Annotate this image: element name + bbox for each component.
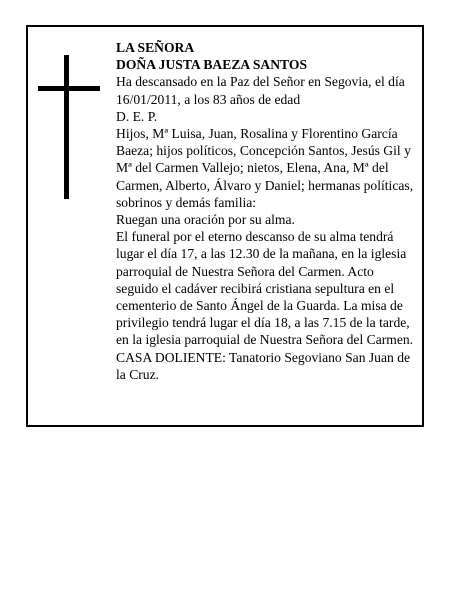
family-list: Hijos, Mª Luisa, Juan, Rosalina y Florentino García Baeza; hijos políticos, Concepción Santos, Jesús Gil y Mª del Carmen Vallejo; nietos, Elena, Ana, Mª del Carmen, Alberto, Álvaro y Daniel; hermanas políticas, sobrinos y demás familia: [116, 126, 414, 210]
heading-title: LA SEÑORA [116, 40, 195, 55]
notice-text [116, 39, 416, 383]
prayer-request: Ruegan una oración por su alma. [116, 212, 295, 228]
cross-horizontal-bar [38, 86, 100, 91]
latin-cross-icon [38, 55, 100, 199]
death-statement: Ha descansado en la Paz del Señor en Segovia, el día 16/01/2011, a los 83 años de edad [116, 74, 405, 107]
deceased-name: DOÑA JUSTA BAEZA SANTOS [116, 57, 308, 73]
funeral-home: CASA DOLIENTE: Tanatorio Segoviano San Juan de la Cruz. [116, 349, 411, 382]
rip-text: D. E. P. [116, 108, 158, 124]
funeral-details: El funeral por el eterno descanso de su alma tendrá lugar el día 17, a las 12.30 de la mañana, en la iglesia parroquial de Nuestra Señora del Carmen. Acto seguido el cadáver recibirá cristiana sepultura en el cementerio de Santo Ángel de la Guarda. La misa de privilegio tendrá lugar el día 18, a las 7.15 de la tarde, en la iglesia parroquial de Nuestra Señora del Carmen. [116, 229, 414, 348]
obituary-notice [26, 25, 424, 427]
cross-vertical-bar [64, 55, 69, 199]
